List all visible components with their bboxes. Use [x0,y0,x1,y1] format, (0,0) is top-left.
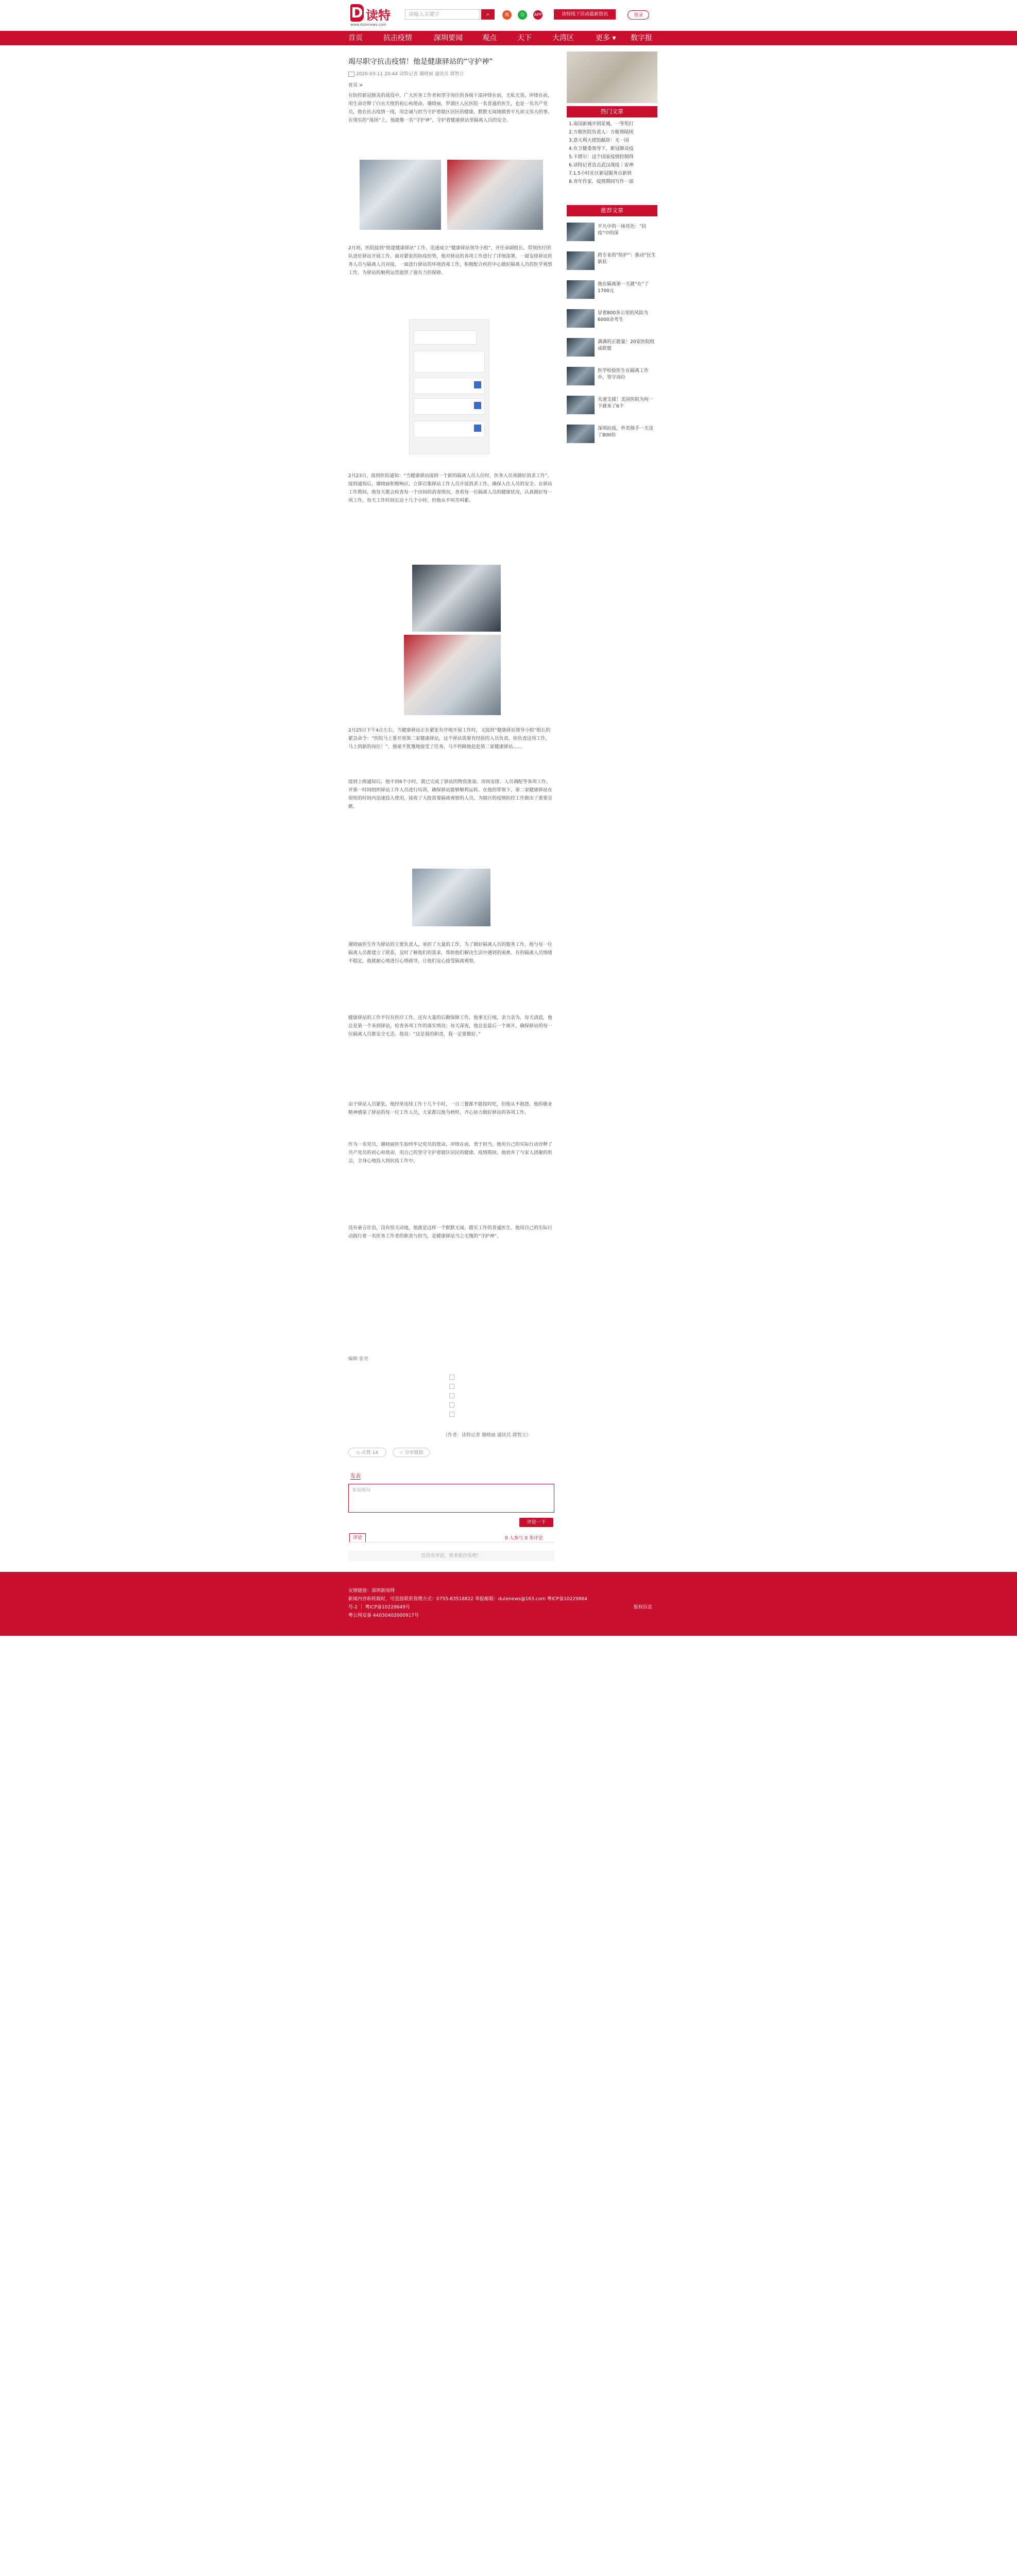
recommended-item[interactable]: 他在隔离第一天就“在”了1700元 [598,282,649,294]
chat-message [414,351,485,372]
logo-url: www.dutenews.com [350,23,386,27]
recommended-thumbnail[interactable] [567,223,595,241]
recommended-thumbnail[interactable] [567,280,595,299]
article-meta [348,70,464,77]
nav-item-more[interactable]: 更多 ▾ [596,34,616,42]
article-paragraph: 健康驿站的工作不仅有医疗工作，还有大量的后勤保障工作，他事无巨细，亲力亲为。每天清晨，他总是第一个来到驿站，检查各项工作的落实情况；每天深夜，他总是最后一个离开，确保驿站的每一位隔离人员都安全无恙。他说：“这是我的职责，我一定要做好。” [348,1015,553,1037]
article-byline: （作者：读特记者 谢晓丽 通讯员 郭智立） [443,1433,531,1438]
article-photo [404,635,501,715]
nav-item-greater-bay[interactable]: 大湾区 [552,34,574,42]
chat-screenshot [409,319,489,454]
image-placeholder-icon [449,1402,454,1408]
comment-submit-button[interactable]: 评论一下 [519,1518,553,1527]
recommended-thumbnail[interactable] [567,251,595,270]
article-paragraph: 作为一名党员，谢晓丽医生始终牢记党员的使命，冲锋在前，勇于担当。他用自己的实际行动诠释了共产党员的初心和使命，用自己的坚守守护着辖区居民的健康。疫情期间，他放弃了与家人团聚的机会，全身心地投入到抗疫工作中。 [348,1142,553,1164]
article-photo [360,160,441,230]
app-icon[interactable]: APP [533,10,543,20]
recommended-thumbnail[interactable] [567,425,595,443]
article-photo [412,869,490,926]
hot-article-item[interactable]: 5.卡塔尔：这个国家疫情控制得 [569,155,634,160]
footer-friend-links[interactable]: 友情链接：深圳新闻网 [348,1588,395,1594]
recommended-thumbnail[interactable] [567,338,595,357]
like-button[interactable]: ◇ 点赞 14 [348,1448,386,1457]
nav-item-digital-paper[interactable]: 数字报 [631,34,652,42]
search-icon: ⌕ [486,11,490,18]
tip-button[interactable]: 读特线下活动最新资讯 [554,9,616,20]
main-nav [0,31,1017,45]
reference-list [449,1375,455,1421]
nav-item-shenzhen[interactable]: 深圳要闻 [434,34,463,42]
calendar-icon [348,72,354,77]
footer-police-record[interactable]: 粤公网安备 44030402000917号 [348,1613,419,1618]
chat-message [414,378,485,394]
search-input[interactable]: 请输入关键字 [405,9,480,20]
article-paragraph: 2月初，医院接到“组建健康驿站”工作，迅速成立“健康驿站领导小组”，并任命副组长，带领医疗团队进驻驿站开展工作。面对紧张的防疫形势，他对驿站的各项工作进行了详细部署，一面安排驿站医务人员与隔离人员对接，一面进行驿站的环境消毒工作，积极配合疾控中心做好隔离人员的医学观察工作，为驿站的顺利运营提供了强有力的保障。 [348,246,553,276]
article-photo [447,160,543,230]
article-paragraph: 在防控新冠肺炎的战役中，广大医务工作者和坚守岗位的各级干部冲锋在前，无私无畏，冲锋在前，用生命诠释了白衣天使的初心和使命。谢晓丽，罗湖区人民医院一名普通的医生，也是一名共产党员，他在抗击疫情一线，用忠诚与担当守护着辖区居民的健康，默默无闻地做着平凡却又伟大的事。在现实的“战场”上，他就像一名“守护神”，守护着健康驿站里隔离人员的安全。 [348,93,553,123]
sidebar-banner[interactable] [567,52,657,103]
recommended-item[interactable]: 满满的正能量！20家医院组成联盟 [598,340,655,351]
chat-message [414,421,485,437]
article-photo [412,565,501,632]
recommended-item[interactable]: 火速支援！美国医院为何一下就来了6个 [598,397,654,409]
nav-item-opinion[interactable]: 观点 [482,34,497,42]
comment-stats: 0 人参与 0 条评论 [505,1536,544,1541]
divider [348,1542,554,1543]
hot-article-item[interactable]: 2.方舱医院负责人：方舱将陆续 [569,130,634,135]
footer-copyright[interactable]: 版权信息 [634,1605,653,1610]
login-button[interactable]: 登录 [628,10,649,20]
breadcrumb[interactable]: 首页 > [348,83,363,88]
recommended-thumbnail[interactable] [567,309,595,328]
weibo-icon[interactable]: 微 [502,10,512,20]
document-icon [474,402,481,409]
search-button[interactable] [481,9,495,20]
hot-article-item[interactable]: 4.在卫健委领导下，新冠肺炎疫 [569,146,634,151]
hot-article-item[interactable]: 3.意大利大使馆献辞：无一国 [569,138,629,143]
comment-input[interactable]: 来说两句 [348,1484,554,1513]
hot-article-item[interactable]: 1.南国新城开到花城，一等奖打 [569,122,634,127]
article-editor: 编辑 张亮 [348,1357,368,1362]
top-header [0,0,1017,31]
recommended-item[interactable]: 医学检验医生在隔离工作中，坚守岗位 [598,368,649,380]
footer-icp: 号-2 ｜ 粤ICP备10228649号 [348,1605,410,1610]
empty-comments: 还没有评论，快来抢沙发吧！ [348,1551,554,1561]
recommended-thumbnail[interactable] [567,396,595,414]
chat-message [414,398,485,415]
hot-article-item[interactable]: 6.读特记者直击武汉战疫｜雷神 [569,163,634,168]
site-logo[interactable] [350,4,394,27]
document-icon [474,381,481,388]
article-paragraph: 2月25日下午4点左右，当健康驿站正在紧张有序地开展工作时，又接到“健康驿站领导小组”组长的紧急命令：“医院马上要开放第二家健康驿站，这个驿站需要有经验的人员负责，你负责这项工作，马上到新的岗位！”。他毫不犹豫地接受了任务，马不停蹄地赶赴第二家健康驿站…… [348,728,551,750]
recommended-item[interactable]: 深圳抗疫，外卖骑手一天送了800份 [598,426,654,438]
nav-item-world[interactable]: 天下 [517,34,532,42]
recommended-heading: 推荐文章 [567,205,657,216]
image-placeholder-icon [449,1384,454,1389]
nav-item-home[interactable]: 首页 [348,34,363,42]
article-paragraph: 接到上级通知后，他不到6个小时，就已完成了驿站的物资准备、房间安排、人员调配等各项工作，并第一时间组织驿站工作人员进行培训，确保驿站能够顺利运转。在他的带领下，第二家健康驿站在很短的时间内迅速投入使用，接收了大批需要隔离观察的人员，为辖区的疫情防控工作做出了重要贡献。 [348,779,553,809]
article-paragraph: 谢晓丽医生作为驿站的主要负责人，承担了大量的工作，为了做好隔离人员的服务工作，他与每一位隔离人员都建立了联系，及时了解他们的需求，帮助他们解决生活中遇到的困难。有的隔离人员情绪不稳定，他就耐心地进行心理疏导，让他们安心接受隔离观察。 [348,942,553,964]
article-paragraph: 2月23日，接到医院通知：“当健康驿站接到一个新的隔离人员入住时，医务人员须做好消杀工作”。接到通知后，谢晓丽积极响应，立即召集驿站工作人员开展消杀工作，确保入住人员的安全。在驿站工作期间，他每天都会检查每一个房间的消毒情况，查看每一位隔离人员的健康状况，认真做好每一项工作，每天工作时间长达十几个小时，但他从不叫苦叫累。 [348,473,553,503]
footer-contact: 新闻内容和转载时，可直接联系管理方式：0755-83518822 举报邮箱：dutenews@163.com 粤ICP备10229864 [348,1597,587,1602]
logo-mark: D [351,4,363,21]
article-title: 竭尽职守抗击疫情！他是健康驿站的“守护神” [348,58,493,66]
logo-name: 读特 [366,8,391,23]
chat-message [414,330,477,345]
recommended-item[interactable]: 跨专业的“防护”：推动“民生新状 [598,253,656,265]
article-meta-text: 2020-03-11 20:44 读特记者 谢晓丽 通讯员 郭智立 [356,72,464,77]
hot-articles-heading: 热门文章 [567,106,657,117]
hot-article-item[interactable]: 8.青年作家、疫情期间写作一部 [569,179,634,184]
wechat-icon[interactable]: 信 [518,10,527,20]
image-placeholder-icon [449,1393,454,1398]
comment-tab[interactable]: 评论 [349,1533,366,1543]
nav-item-epidemic[interactable]: 抗击疫情 [383,34,412,42]
recommended-item[interactable]: 冒着800多公里的风险为6000余考生 [598,311,649,323]
article-paragraph: 没有豪言壮语，没有惊天动地，他就是这样一个默默无闻、踏实工作的普通医生。他用自己的实际行动践行着一名医务工作者的职责与担当，是健康驿站当之无愧的“守护神”。 [348,1226,553,1239]
article-paragraph: 由于驿站人员紧张，他经常连续工作十几个小时，一日三餐都不能按时吃，但他从不抱怨。他的敬业精神感染了驿站的每一位工作人员，大家都以他为榜样，齐心协力做好驿站的各项工作。 [348,1102,553,1115]
document-icon [474,425,481,432]
recommended-thumbnail[interactable] [567,367,595,385]
image-placeholder-icon [449,1375,454,1380]
hot-article-item[interactable]: 7.1.5小时社区新冠服务点新到 [569,171,632,176]
recommended-item[interactable]: 平凡中的一抹亮色：“抗疫”中的深 [598,224,647,236]
comment-heading: 发表 [350,1471,361,1480]
image-placeholder-icon [449,1412,454,1417]
share-button[interactable]: ☆ 分享链接 [393,1448,430,1457]
